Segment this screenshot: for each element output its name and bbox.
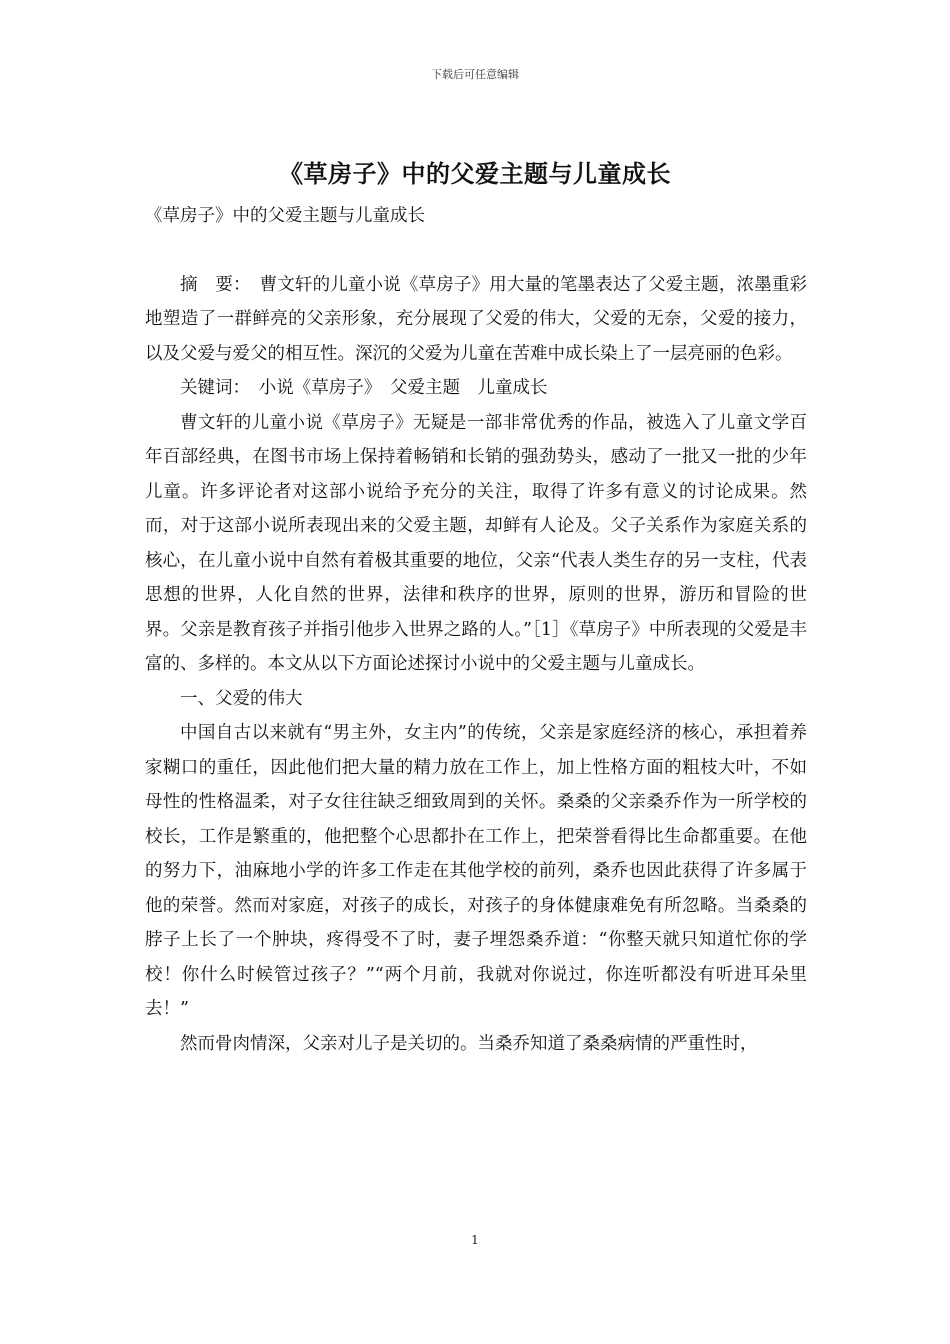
document-body: [145, 199, 807, 1061]
body-paragraph: 曹文轩的儿童小说《草房子》无疑是一部非常优秀的作品，被选入了儿童文学百年百部经典，在图书市场上保持着畅销和长销的强劲势头，感动了一批又一批的少年儿童。许多评论者对这部小说给予充分的关注，取得了许多有意义的讨论成果。然而，对于这部小说所表现出来的父爱主题，却鲜有人论及。父子关系作为家庭关系的核心，在儿童小说中自然有着极其重要的地位，父亲“代表人类生存的另一支柱，代表思想的世界，人化自然的世界，法律和秩序的世界，原则的世界，游历和冒险的世界。父亲是教育孩子并指引他步入世界之路的人。”［1］《草房子》中所表现的父爱是丰富的、多样的。本文从以下方面论述探讨小说中的父爱主题与儿童成长。: [145, 412, 807, 674]
keywords-line: 关键词： 小说《草房子》 父爱主题 儿童成长: [180, 378, 548, 398]
abstract-paragraph: 摘 要： 曹文轩的儿童小说《草房子》用大量的笔墨表达了父爱主题，浓墨重彩地塑造了一群鲜亮的父亲形象，充分展现了父爱的伟大，父爱的无奈，父爱的接力，以及父爱与爱父的相互性。深沉的父爱为儿童在苦难中成长染上了一层亮丽的色彩。: [145, 274, 807, 364]
document-title: 《草房子》中的父爱主题与儿童成长: [279, 160, 671, 188]
section-heading: 一、父爱的伟大: [180, 688, 303, 709]
body-paragraph: 然而骨肉情深，父亲对儿子是关切的。当桑乔知道了桑桑病情的严重性时，: [180, 1033, 758, 1054]
body-paragraph: 中国自古以来就有“男主外，女主内”的传统，父亲是家庭经济的核心，承担着养家糊口的重任，因此他们把大量的精力放在工作上，加上性格方面的粗枝大叶，不如母性的性格温柔，对子女往往缺乏细致周到的关怀。桑桑的父亲桑乔作为一所学校的校长，工作是繁重的，他把整个心思都扑在工作上，把荣誉看得比生命都重要。在他的努力下，油麻地小学的许多工作走在其他学校的前列，桑乔也因此获得了许多属于他的荣誉。然而对家庭，对孩子的成长，对孩子的身体健康难免有所忽略。当桑桑的脖子上长了一个肿块，疼得受不了时，妻子埋怨桑乔道：“你整天就只知道忙你的学校！你什么时候管过孩子？”“两个月前，我就对你说过，你连听都没有听进耳朵里去！”: [145, 723, 807, 1019]
page-number: 1: [471, 1233, 479, 1247]
page-header-note: 下载后可任意编辑: [431, 68, 519, 81]
document-subtitle: 《草房子》中的父爱主题与儿童成长: [145, 206, 425, 226]
